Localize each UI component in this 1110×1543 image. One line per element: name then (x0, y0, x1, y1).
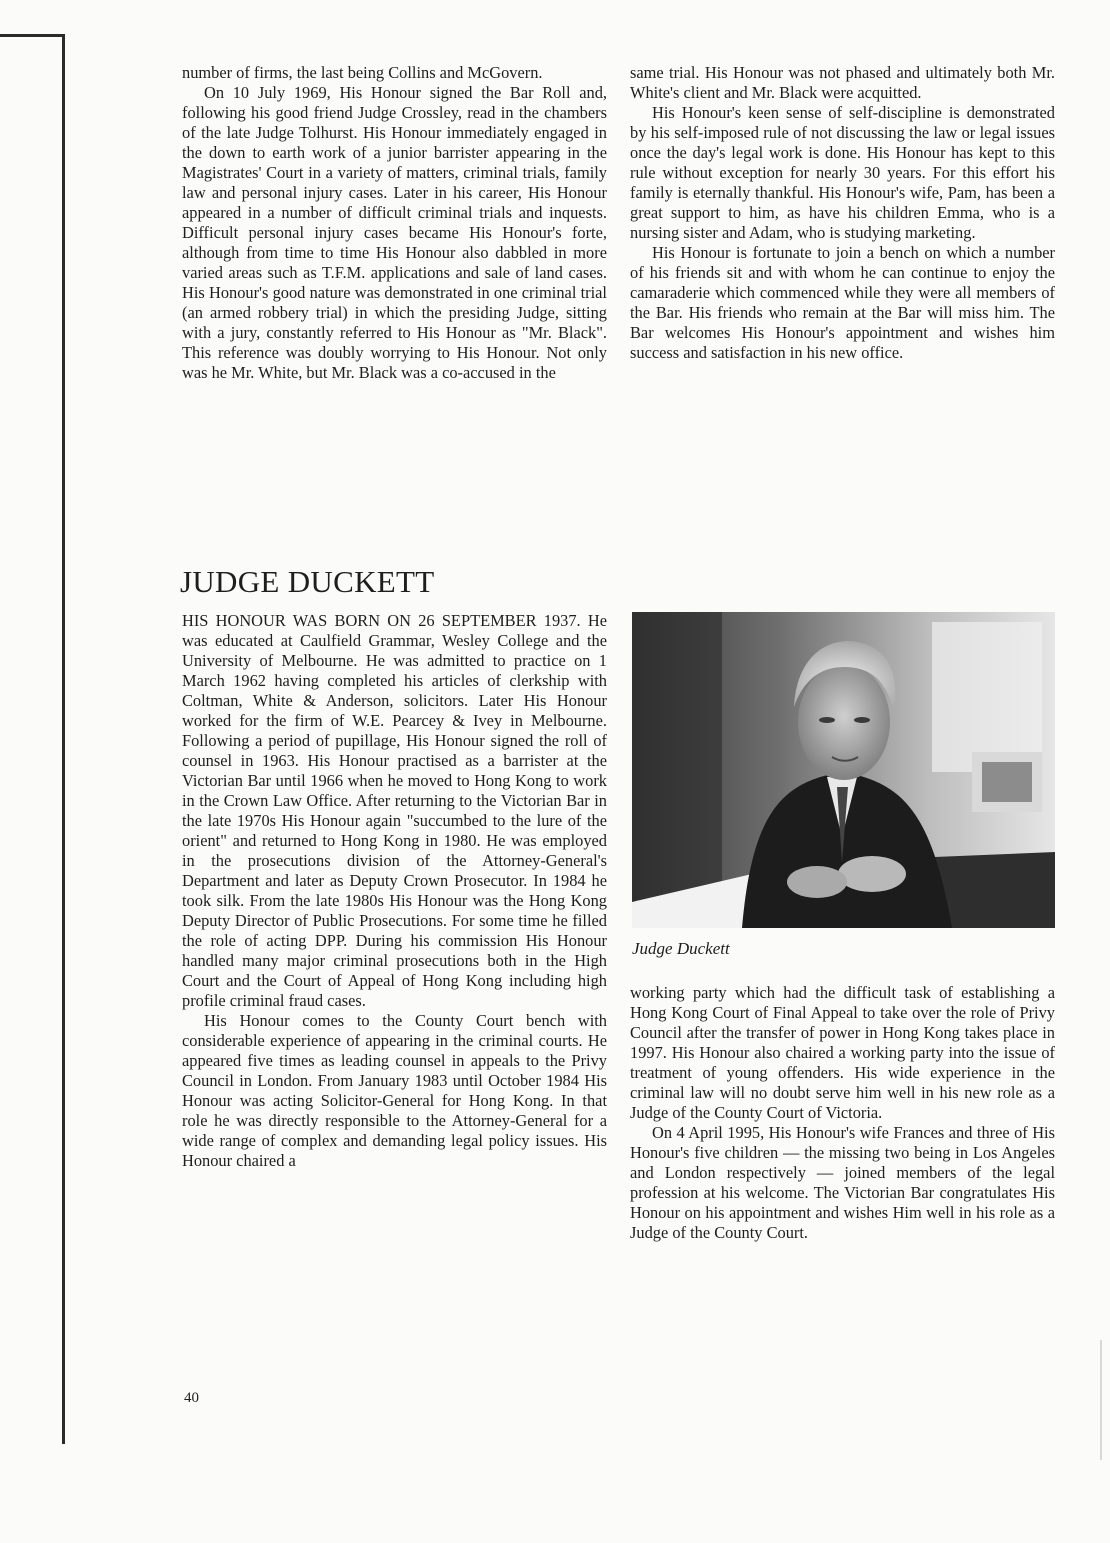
binding-edge-rule (62, 34, 65, 1444)
paragraph: working party which had the difficult task of establishing a Hong Kong Court of Final Appeal to take over the role of Privy Council after the transfer of power in Hong Kong takes place in 1997. His Honour also chaired a working party into the issue of treatment of young offenders. His wide experience in the criminal law will no doubt serve him well in his new role as a Judge of the County Court of Victoria. (630, 983, 1055, 1122)
bottom-left-column (182, 611, 607, 1171)
top-left-column (182, 63, 607, 383)
judge-portrait-photo (632, 612, 1055, 928)
page-number: 40 (184, 1390, 199, 1406)
photo-caption: Judge Duckett (632, 939, 730, 958)
paragraph: His Honour's keen sense of self-discipline is demonstrated by his self-imposed rule of not discussing the law or legal issues once the day's legal work is done. His Honour has kept to this rule without exception for nearly 30 years. For this effort his family is eternally thankful. His Honour's wife, Pam, has been a great support to him, as have his children Emma, who is a nursing sister and Adam, who is studying marketing. (630, 103, 1055, 242)
page-edge-shadow (1100, 1340, 1102, 1460)
paragraph: same trial. His Honour was not phased and ultimately both Mr. White's client and Mr. Black were acquitted. (630, 63, 1055, 102)
paragraph: HIS HONOUR WAS BORN ON 26 SEPTEMBER 1937. He was educated at Caulfield Grammar, Wesley College and the University of Melbourne. He was admitted to practice on 1 March 1962 having completed his articles of clerkship with Coltman, White & Anderson, solicitors. Later His Honour worked for the firm of W.E. Pearcey & Ivey in Melbourne. Following a period of pupillage, His Honour signed the roll of counsel in 1963. His Honour practised as a barrister at the Victorian Bar until 1966 when he moved to Hong Kong to work in the Crown Law Office. After returning to the Victorian Bar in the late 1970s His Honour again "succumbed to the lure of the orient" and returned to Hong Kong in 1980. He was employed in the prosecutions division of the Attorney-General's Department and later as Deputy Crown Prosecutor. In 1984 he took silk. From the late 1980s His Honour was the Hong Kong Deputy Director of Public Prosecutions. For some time he filled the role of acting DPP. During his commission His Honour handled many major criminal prosecutions both in the High Court and the Court of Appeal of Hong Kong including high profile criminal fraud cases. (182, 611, 607, 1010)
top-right-column (630, 63, 1055, 363)
paragraph: number of firms, the last being Collins and McGovern. (182, 63, 543, 82)
section-heading: JUDGE DUCKETT (180, 564, 435, 599)
paragraph: His Honour is fortunate to join a bench on which a number of his friends sit and with whom he can continue to enjoy the camaraderie which commenced while they were all members of the Bar. His friends who remain at the Bar will miss him. The Bar welcomes His Honour's appointment and wishes him success and satisfaction in his new office. (630, 243, 1055, 362)
paragraph: On 10 July 1969, His Honour signed the Bar Roll and, following his good friend Judge Crossley, read in the chambers of the late Judge Tolhurst. His Honour immediately engaged in the down to earth work of a junior barrister appearing in the Magistrates' Court in a variety of matters, criminal trials, family law and personal injury cases. Later in his career, His Honour appeared in a number of difficult criminal trials and inquests. Difficult personal injury cases became His Honour's forte, although from time to time His Honour also dabbled in more varied areas such as T.F.M. applications and sale of land cases. His Honour's good nature was demonstrated in one criminal trial (an armed robbery trial) in which the presiding Judge, sitting with a jury, constantly referred to His Honour as "Mr. Black". This reference was doubly worrying to His Honour. Not only was he Mr. White, but Mr. Black was a co-accused in the (182, 83, 607, 382)
binding-edge-line (0, 34, 64, 37)
paragraph: On 4 April 1995, His Honour's wife Frances and three of His Honour's five children — the missing two being in Los Angeles and London respectively — joined members of the legal profession at his welcome. The Victorian Bar congratulates His Honour on his appointment and wishes Him well in his role as a Judge of the County Court. (630, 1123, 1055, 1242)
bottom-right-column (630, 983, 1055, 1243)
paragraph: His Honour comes to the County Court bench with considerable experience of appearing in the criminal courts. He appeared five times as leading counsel in appeals to the Privy Council in London. From January 1983 until October 1984 His Honour was acting Solicitor-General for Hong Kong. In that role he was directly responsible to the Attorney-General for a wide range of complex and demanding legal policy issues. His Honour chaired a (182, 1011, 607, 1170)
